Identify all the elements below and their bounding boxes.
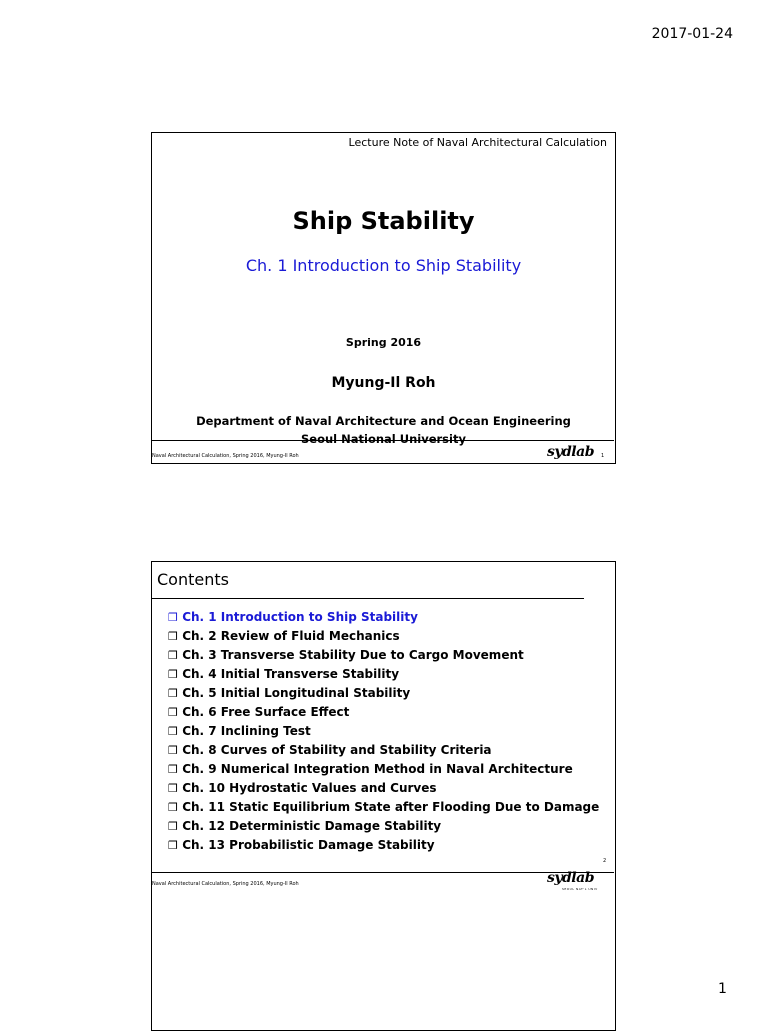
toc-item-label: Ch. 4 Initial Transverse Stability: [182, 667, 400, 681]
toc-item-label: Ch. 3 Transverse Stability Due to Cargo Movement: [182, 648, 524, 662]
checkbox-bullet-icon: ❒: [168, 801, 178, 814]
slide-footer: Naval Architectural Calculation, Spring 2016, Myung-Il Roh: [152, 881, 299, 887]
toc-item-label: Ch. 8 Curves of Stability and Stability Criteria: [182, 743, 492, 757]
print-date: 2017-01-24: [651, 26, 733, 42]
footer-divider: [152, 872, 614, 873]
sydlab-logo: sydlab: [547, 444, 594, 460]
slide-number: 2: [603, 858, 607, 864]
checkbox-bullet-icon: ❒: [168, 687, 178, 700]
footer-divider: [152, 440, 614, 441]
toc-item: [168, 760, 599, 779]
checkbox-bullet-icon: ❒: [168, 744, 178, 757]
lecture-header: Lecture Note of Naval Architectural Calculation: [348, 136, 607, 149]
toc-item: [168, 836, 599, 855]
slide-subtitle: Ch. 1 Introduction to Ship Stability: [245, 256, 522, 275]
table-of-contents: [168, 608, 599, 855]
toc-item-label: Ch. 12 Deterministic Damage Stability: [182, 819, 442, 833]
checkbox-bullet-icon: ❒: [168, 839, 178, 852]
checkbox-bullet-icon: ❒: [168, 668, 178, 681]
checkbox-bullet-icon: ❒: [168, 630, 178, 643]
toc-item-label: Ch. 13 Probabilistic Damage Stability: [182, 838, 435, 852]
term-label: Spring 2016: [345, 336, 422, 349]
toc-item: [168, 627, 599, 646]
toc-item-label: Ch. 9 Numerical Integration Method in Naval Architecture: [182, 762, 573, 776]
toc-item-label: Ch. 6 Free Surface Effect: [182, 705, 350, 719]
checkbox-bullet-icon: ❒: [168, 725, 178, 738]
checkbox-bullet-icon: ❒: [168, 649, 178, 662]
toc-item-label: Ch. 11 Static Equilibrium State after Flooding Due to Damage: [182, 800, 600, 814]
toc-item: [168, 817, 599, 836]
toc-item: [168, 741, 599, 760]
author-name: Myung-Il Roh: [331, 375, 436, 391]
page-number: 1: [718, 981, 727, 997]
slide-number: 1: [601, 453, 605, 459]
checkbox-bullet-icon: ❒: [168, 820, 178, 833]
slide-footer: Naval Architectural Calculation, Spring 2016, Myung-Il Roh: [152, 453, 299, 459]
checkbox-bullet-icon: ❒: [168, 706, 178, 719]
slide-title: Ship Stability: [292, 207, 475, 235]
toc-item: [168, 722, 599, 741]
slide-2: [151, 561, 616, 1031]
title-divider: [152, 598, 584, 599]
toc-item: [168, 646, 599, 665]
toc-item-label: Ch. 1 Introduction to Ship Stability: [182, 610, 418, 624]
checkbox-bullet-icon: ❒: [168, 611, 178, 624]
checkbox-bullet-icon: ❒: [168, 763, 178, 776]
logo-tagline: SEOUL NAT'L UNIV: [562, 887, 598, 891]
toc-item: [168, 608, 599, 627]
toc-item: [168, 703, 599, 722]
slide-1: [151, 132, 616, 464]
sydlab-logo: sydlab: [547, 870, 594, 886]
toc-item: [168, 779, 599, 798]
department-name: Department of Naval Architecture and Ocean Engineering: [196, 414, 571, 428]
toc-item-label: Ch. 7 Inclining Test: [182, 724, 311, 738]
university-name: Seoul National University: [301, 432, 466, 446]
toc-item-label: Ch. 2 Review of Fluid Mechanics: [182, 629, 400, 643]
toc-item: [168, 684, 599, 703]
checkbox-bullet-icon: ❒: [168, 782, 178, 795]
toc-item-label: Ch. 10 Hydrostatic Values and Curves: [182, 781, 437, 795]
contents-title: Contents: [157, 570, 229, 589]
toc-item-label: Ch. 5 Initial Longitudinal Stability: [182, 686, 411, 700]
toc-item: [168, 798, 599, 817]
toc-item: [168, 665, 599, 684]
affiliation: [152, 412, 615, 448]
